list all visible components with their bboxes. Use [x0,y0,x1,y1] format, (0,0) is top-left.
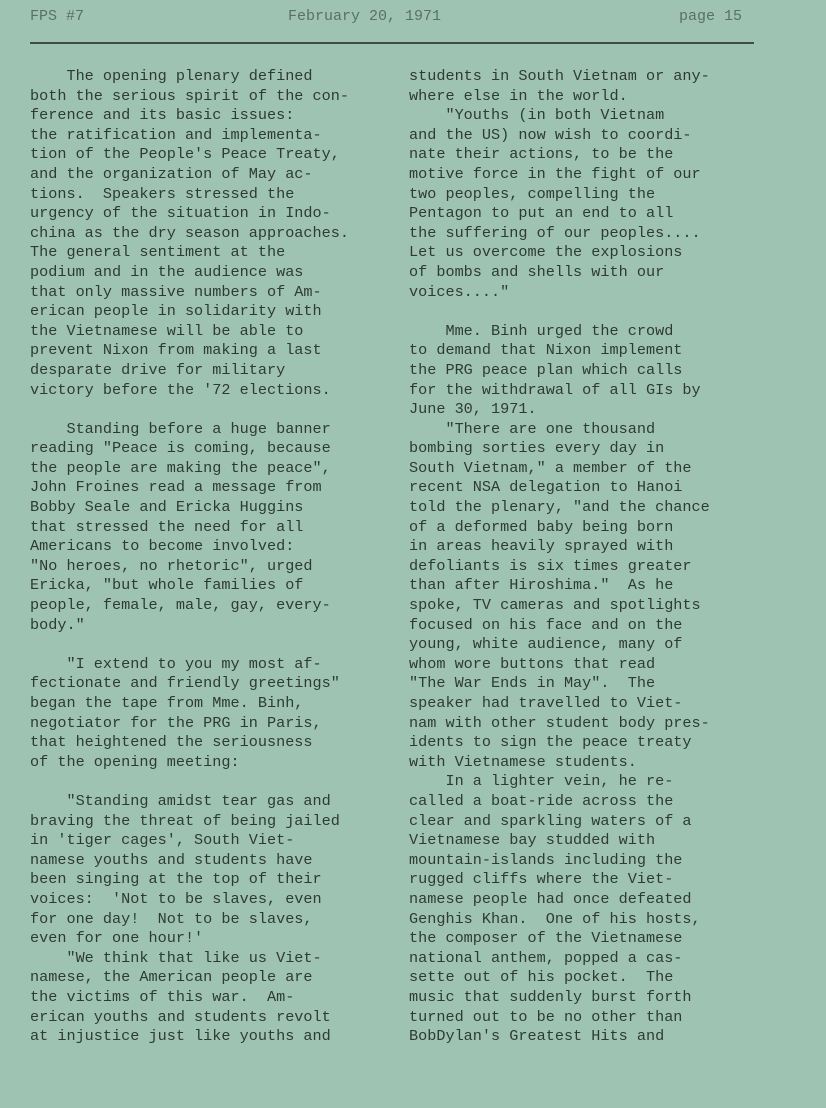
publication-date: February 20, 1971 [288,8,442,25]
publication-id: FPS #7 [30,8,85,25]
left-column [30,67,395,1047]
paragraph-continued-quote: students in South Vietnam or any- where else in the world. [409,67,710,105]
page-number: page 15 [678,8,742,25]
paragraph-victims-quote: "We think that like us Viet- namese, the American people are the victims of this war. Am- erican youths and students revolt at injustice just like youths and [30,948,331,1046]
header-rule [30,42,754,44]
paragraph-prg-plan: Mme. Binh urged the crowd to demand that Nixon implement the PRG peace plan which calls for the withdrawal of all GIs by June 30, 1971. [409,321,701,419]
paragraph-boat-ride: In a lighter vein, he re- called a boat-ride across the clear and sparkling waters of a Vietnamese bay studded with mountain-islands including the rugged cliffs where the Viet- namese people had once defeated Genghis Khan. One of his hosts, the composer of the Vietnamese national anthem, popped a cas- sette out of his pocket. The music that suddenly burst forth turned out to be no other than BobDylan's Greatest Hits and [409,772,701,1046]
paragraph-tear-gas-quote: "Standing amidst tear gas and braving the threat of being jailed in 'tiger cages', South Viet- namese youths and students have been singing at the top of their voices: 'Not to be slaves, even for one day! Not to be slaves, even for one hour!' [30,791,340,948]
page-header [30,8,750,32]
paragraph-binh-tape: "I extend to you my most af- fectionate and friendly greetings" began the tape from Mme. Binh, negotiator for the PRG in Paris, that heightened the seriousness of the opening meeting: [30,654,340,771]
paragraph-bombing-sorties: "There are one thousand bombing sorties every day in South Vietnam," a member of the recent NSA delegation to Hanoi told the plenary, "and the chance of a deformed baby being born in areas heavily sprayed with defoliants is six times greater than after Hiroshima." As he spoke, TV cameras and spotlights focused on his face and on the young, white audience, many of whom wore buttons that read "The War Ends in May". The speaker had travelled to Viet- nam with other student body pres- idents to sign the peace treaty with Vietnamese students. [409,419,710,771]
paragraph-opening-plenary: The opening plenary defined both the serious spirit of the con- ference and its basic issues: the ratification and implementa- tion of the People's Peace Treaty, and the organization of May ac- tions. Speakers stressed the urgency of the situation in Indo- china as the dry season approaches. The general sentiment at the podium and in the audience was that only massive numbers of Am- erican people in solidarity with the Vietnamese will be able to prevent Nixon from making a last desparate drive for military victory before the '72 elections. [30,67,349,399]
paragraph-banner-message: Standing before a huge banner reading "Peace is coming, because the people are making the peace", John Froines read a message from Bobby Seale and Ericka Huggins that stressed the need for all Americans to become involved: "No heroes, no rhetoric", urged Ericka, "but whole families of people, female, male, gay, every- body." [30,419,331,634]
paragraph-youths-quote: "Youths (in both Vietnam and the US) now wish to coordi- nate their actions, to be the motive force in the fight of our two peoples, compelling the Pentagon to put an end to all the suffering of our peoples.... Let us overcome the explosions of bombs and shells with our voices...." [409,106,701,301]
right-column [409,67,774,1047]
